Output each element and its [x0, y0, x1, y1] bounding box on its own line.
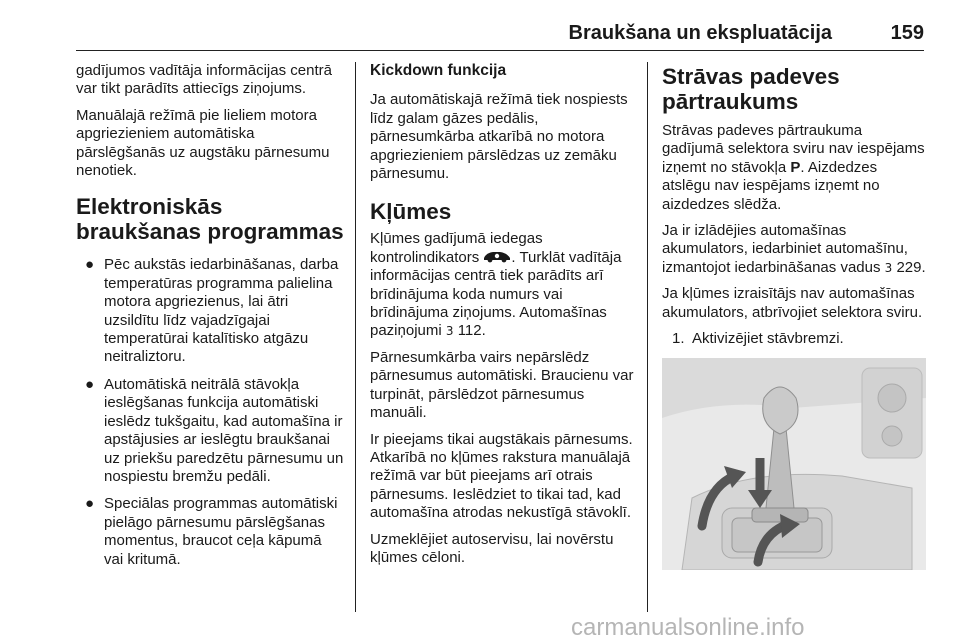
- gear-selector-drawing: [662, 358, 926, 570]
- section-heading-faults: Kļūmes: [370, 199, 452, 225]
- column-divider: [647, 62, 648, 612]
- list-item-text: Speciālas programmas automātiski pielāgo pārnesumu pārslēgšanas momentus, braucot ceļa kāpumā vai kritumā.: [104, 495, 338, 568]
- chapter-title: Braukšana un ekspluatācija: [568, 22, 832, 44]
- bullet-icon: ●: [85, 375, 95, 393]
- subheading-kickdown: Kickdown funkcija: [370, 62, 507, 79]
- column-left: [76, 62, 344, 578]
- paragraph: [370, 230, 634, 340]
- watermark: carmanualsonline.info: [571, 614, 805, 641]
- column-middle: [370, 62, 634, 575]
- page-ref-icon: 3: [445, 324, 454, 339]
- paragraph: Ja kļūmes izraisītājs nav automašīnas akumulators, atbrīvojiet selektora sviru.: [662, 285, 923, 321]
- page-ref-icon: 3: [884, 260, 893, 275]
- transmission-warning-icon: [483, 250, 511, 263]
- paragraph: [662, 222, 926, 277]
- paragraph: Ir pieejams tikai augstākais pārnesums. Atkarībā no kļūmes rakstura manuālajā režīmā var būt pieejams arī otrais pārnesums. Ieslēdziet to tikai tad, kad automašīna atrodas nekustīgā stāvoklī.: [370, 430, 633, 522]
- page-ref: 229.: [896, 258, 926, 276]
- paragraph: Uzmeklējiet autoservisu, lai novērstu kļūmes cēloni.: [370, 530, 614, 566]
- section-heading-driving-programs: Elektroniskās braukšanas programmas: [76, 194, 344, 245]
- gear-selector-illustration: [662, 358, 926, 570]
- list-item: [76, 495, 344, 569]
- paragraph: Ja automātiskajā režīmā tiek nospiests līdz galam gāzes pedālis, pārnesumkārba atkarībā no motora apgriezieniem pārslēdzas uz zemāku pārnesumu.: [370, 91, 628, 183]
- list-item: [76, 256, 344, 366]
- paragraph: Pārnesumkārba vairs nepārslēdz pārnesumus automātiski. Braucienu var turpināt, pārslēdzot pārnesumus manuāli.: [370, 348, 634, 422]
- page-header: [76, 22, 924, 50]
- text-run: . Aizdedzes atslēgu nav iespējams izņemt no aizdedzes slēdža.: [662, 158, 880, 213]
- section-heading-power-interruption: Strāvas padeves pārtraukums: [662, 64, 840, 114]
- text-run: . Turklāt vadītāja informācijas centrā tiek parādīts arī brīdinājuma koda numurs vai brīdinājuma ziņojums. Automašīnas paziņojumi: [370, 248, 622, 340]
- list-item-text: Automātiskā neitrālā stāvokļa ieslēgšanas funkcija automātiski ieslēdz tukšgaitu, kad automašīna ir apstājusies ar ieslēgtu braukšanai uz priekšu paredzētu pārnesumu un nospiestu bremžu pedāli.: [104, 375, 344, 485]
- list-item: [76, 376, 344, 486]
- step-text: Aktivizējiet stāvbremzi.: [692, 330, 844, 348]
- page-ref: 112.: [457, 322, 486, 340]
- bullet-icon: ●: [85, 495, 95, 513]
- column-right: [662, 62, 926, 570]
- bullet-icon: ●: [85, 256, 95, 274]
- paragraph: gadījumos vadītāja informācijas centrā var tikt parādīts attiecīgs ziņojums.: [76, 62, 332, 98]
- text-run: Strāvas padeves pārtraukuma gadījumā selektora sviru nav iespējams izņemt no stāvokļa: [662, 122, 925, 176]
- paragraph: [662, 122, 926, 214]
- text-run: Ja ir izlādējies automašīnas akumulators, iedarbiniet automašīnu, izmantojot iedarbināšanas vadus: [662, 222, 908, 276]
- list-item-text: Pēc aukstās iedarbināšanas, darba temperatūras programma palielina motora apgriezienus, lai ātri uzsildītu līdz vajadzīgajai temperatūrai katalītisko atgāzu neitraliztoru.: [104, 256, 339, 366]
- column-divider: [355, 62, 356, 612]
- step-item: [662, 330, 926, 348]
- page-number: 159: [890, 22, 924, 44]
- text-run: Kļūmes gadījumā iedegas kontrolindikators: [370, 230, 543, 266]
- gear-position-p: P: [790, 158, 801, 176]
- header-rule: [76, 50, 924, 51]
- step-number: 1.: [672, 330, 685, 348]
- paragraph: Manuālajā režīmā pie lieliem motora apgriezieniem automātiska pārslēgšanās uz augstāku pārnesumu nenotiek.: [76, 106, 330, 180]
